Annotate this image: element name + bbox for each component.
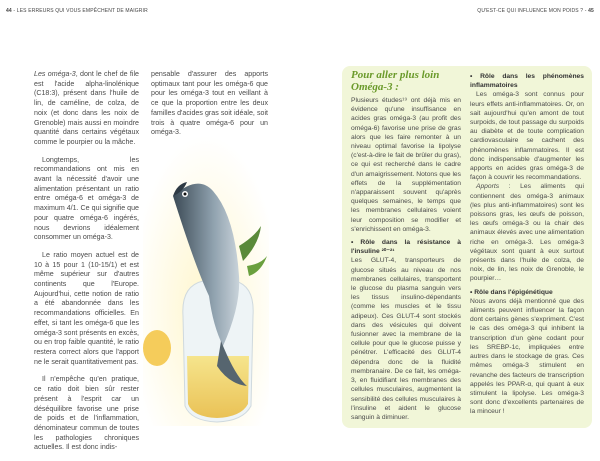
paragraph-text: , dont le chef de file est l'acide alpha-linolénique (C18:3), présent dans l'huile de lin, de caméline, de colza, de noix (et donc dans les noix de Grenoble) mais aussi en moindre quantité dans certains végétaux comme le pourpier ou la mâche. xyxy=(34,70,139,146)
box-title: Pour aller plus loin Oméga-3 : xyxy=(351,69,440,93)
page-number-left: 44 xyxy=(6,8,12,14)
chapter-title-left: - LES ERREURS QUI VOUS EMPÊCHENT DE MAIGRIR xyxy=(11,8,148,14)
box-intro: Plusieurs études¹⁹ ont déjà mis en évidence qu'une insuffisance en acides gras oméga-3 (au profit des oméga-6) favorise une prise de gras alors que les faire remonter à un niveau optimal favorise la lipolyse (c'est-à-dire le fait de brûler du gras), ce qui est recherché dans le cadre d'un amaigrissement. Notons que les effets de la supplémentation n'apparaissent souvent qu'après quelques semaines, le temps que les membranes cellulaires voient leur composition se modifier et s'enrichissent en oméga-3. xyxy=(351,97,461,233)
term-omega3: Les oméga-3 xyxy=(34,70,76,78)
section-text-insulin: Les GLUT-4, transporteurs de glucose situés au niveau de nos membranes cellulaires, transportent le glucose du plasma sanguin vers les tissus insulino-dépendants (comme les muscles et le tissu adipeux). Ces GLUT-4 sont stockés dans des vésicules qui doivent fusionner avec la membrane de la cellule pour que le glucose puisse y pénétrer. L'efficacité des GLUT-4 dépendra donc de la fluidité membranaire. De ce fait, les oméga-3, en fluidifiant les membranes des cellules musculaires, augmentent la sensibilité des cellules musculaires à l'insuline et aident le glucose sanguin à diminuer. xyxy=(351,257,461,421)
section-text-inflammation: Les oméga-3 sont connus pour leurs effets anti-inflammatoires. Or, on sait aujourd'hui qu'en amont de tout surpoids, de tout passage du surpoids au diabète et de toute complication cardiovasculaire se cachent des phénomènes inflammatoires. Il est donc indispensable d'augmenter les apports en acides gras oméga-3 de façon à couvrir les recommandations. xyxy=(470,91,584,182)
apports-text: : Les aliments qui contiennent des oméga-3 animaux (les plus anti-inflammatoires) sont les poissons gras, les œufs de poisson, les œufs oméga-3 ou la chair des animaux élevés avec une alimentation riche en oméga-3. Les oméga-3 végétaux sont quant à eux surtout présents dans l'huile de colza, de noix, de lin, les noix de Grenoble, le pourpier… xyxy=(470,183,584,283)
section-heading-inflammation: • Rôle dans les phénomènes inflammatoires xyxy=(470,73,584,90)
text-column-2 xyxy=(151,70,268,146)
paragraph: Il n'empêche qu'en pratique, ce ratio doit bien sûr rester présent à l'esprit car un déséquilibre favorise une prise de poids et de l'inflammation, dénominateur commun de toutes les pathologies chroniques actuelles. Il est donc indis- xyxy=(34,375,139,452)
section-heading-insulin: • Rôle dans la résistance à l'insuline ²⁰⁻²¹ xyxy=(351,239,461,256)
running-header-right xyxy=(477,8,594,14)
text-column-1 xyxy=(34,70,139,461)
section-text-apports xyxy=(470,182,584,283)
paragraph: Le ratio moyen actuel est de 10 à 15 pour 1 (10-15/1) et est même supérieur sur d'autres continents que l'Europe. Aujourd'hui, cette notion de ratio a été abandonnée dans les recommandations officielles. En effet, si tant les oméga-6 que les oméga-3 sont présents en excès, ou en trop faible quantité, le ratio restera correct alors que l'apport ne le serait quantitativement pas. xyxy=(34,250,139,366)
box-column-2 xyxy=(470,72,584,417)
paragraph: Longtemps, les recommandations ont mis en avant la nécessité d'avoir une alimentation présentant un ratio entre oméga-6 et oméga-3 de maximum 4/1. Ce qui signifie que pour quatre oméga-6 ingérés, nous devrions idéalement consommer un oméga-3. xyxy=(34,155,139,242)
section-heading-epigenetics: • Rôle dans l'épigénétique xyxy=(470,288,553,296)
running-header-left xyxy=(6,8,148,14)
paragraph: pensable d'assurer des apports optimaux tant pour les oméga-6 que pour les oméga-3 tout en veillant à ce que la proportion entre les deux familles d'acides gras soit idéale, soit trois à quatre oméga-6 pour un oméga-3. xyxy=(151,70,268,137)
paragraph xyxy=(34,70,139,148)
section-text-epigenetics: Nous avons déjà mentionné que des aliments peuvent influencer la façon dont certains gènes s'expriment. C'est le cas des oméga-3 qui inhibent la transcription d'un gène codant pour les SREBP-1c, impliquées entre autres dans le stockage de gras. Ces mêmes oméga-3 stimulent en revanche des facteurs de transcription appelés les PPAR-α, qui quant à eux stimulent la lipolyse. Les oméga-3 sont donc d'excellents partenaires de la minceur ! xyxy=(470,297,584,416)
page-number-right: 45 xyxy=(588,8,594,14)
chapter-title-right: QU'EST-CE QUI INFLUENCE MON POIDS ? - xyxy=(477,8,589,14)
box-column-1 xyxy=(351,96,461,422)
term-apports: Apports xyxy=(476,183,500,191)
fish-in-jar-photo xyxy=(143,136,269,426)
